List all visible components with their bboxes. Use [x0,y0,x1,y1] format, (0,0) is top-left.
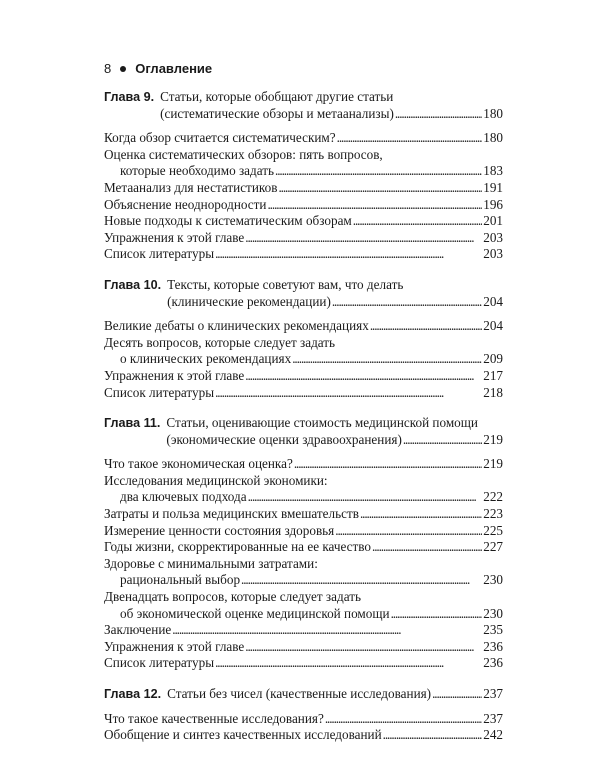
dot-leader [278,180,482,197]
toc-entry-line [104,147,503,164]
toc-entry-text: которые необходимо задать [120,163,275,179]
dot-leader [337,130,483,147]
dot-leader [292,351,482,368]
chapter-label: Глава 9. [104,90,155,104]
toc-entry-page: 242 [483,727,503,743]
toc-entry-line [104,213,503,230]
toc-entry-line [104,655,503,672]
toc-entry-line [104,489,503,506]
chapter-block [104,686,503,744]
toc-entry [104,473,503,506]
dot-leader [245,230,482,247]
dot-leader [383,727,483,744]
dot-leader [267,197,482,214]
toc-entry-line [104,351,503,368]
toc-entry-page: 235 [483,622,503,638]
dot-leader [432,686,482,703]
chapter-heading [104,415,503,448]
toc-entry [104,246,503,263]
toc-entry [104,639,503,656]
toc-entry [104,318,503,335]
toc-entry-page: 203 [483,246,503,262]
table-of-contents [104,89,503,758]
toc-entry-line [104,456,503,473]
dot-leader [360,506,482,523]
toc-entry-page: 236 [483,638,503,654]
toc-entry-line [104,506,503,523]
toc-entry [104,622,503,639]
toc-entry-line [104,385,503,402]
toc-entry-text: об экономической оценке медицинской помощи [120,605,390,621]
dot-leader [248,489,483,506]
toc-entry-text: Здоровье с минимальными затратами: [104,555,318,571]
page-number: 8 [104,61,112,76]
chapter-block [104,415,503,672]
toc-entry-line [104,130,503,147]
toc-entry-text: Обобщение и синтез качественных исследований [104,727,382,743]
toc-entry-line [104,606,503,623]
toc-entry-text: Список литературы [104,384,215,400]
toc-entry-text: Оценка систематических обзоров: пять вопросов, [104,146,383,162]
toc-entry-page: 227 [483,539,503,555]
chapter-title [167,686,503,703]
toc-entry [104,180,503,197]
toc-entry-text: два ключевых подхода [120,489,247,505]
toc-entry [104,556,503,589]
toc-entry-page: 196 [483,196,503,212]
running-header [104,61,212,76]
toc-entry-text: Затраты и польза медицинских вмешательств [104,506,359,522]
dot-leader [325,711,482,728]
toc-entry-page: 180 [483,130,503,146]
toc-entry-text: Десять вопросов, которые следует задать [104,334,336,350]
toc-entry-text: Двенадцать вопросов, которые следует задать [104,589,361,605]
chapter-label: Глава 10. [104,277,162,292]
toc-entry-text: Измерение ценности состояния здоровья [104,522,335,538]
toc-entry [104,456,503,473]
chapter-title-page: 219 [483,431,503,447]
toc-entry-text: о клинических рекомендациях [120,351,292,367]
dot-leader [353,213,482,230]
toc-entry-text: Упражнения к этой главе [104,367,245,383]
toc-entry-text: Годы жизни, скорректированные на ее качество [104,539,372,555]
toc-entry-page: 209 [483,351,503,367]
toc-entry-page: 230 [483,572,503,588]
toc-entry-text: Список литературы [104,246,215,262]
toc-entry-line [104,318,503,335]
toc-entry-text: Заключение [104,622,172,638]
toc-entry-line [104,589,503,606]
chapter-title [167,277,503,310]
toc-entry [104,655,503,672]
dot-leader [241,572,482,589]
toc-entry-text: Когда обзор считается систематическим? [104,130,336,146]
toc-entry-text: Упражнения к этой главе [104,638,245,654]
toc-entry-page: 236 [483,655,503,671]
dot-leader [172,622,482,639]
toc-entry [104,335,503,368]
chapter-title-page: 237 [483,686,503,701]
dot-leader [395,106,482,123]
toc-entry-text: Объяснение неоднородности [104,196,267,212]
chapter-title-line [167,686,503,703]
toc-entry-page: 203 [483,229,503,245]
toc-entry-line [104,230,503,247]
chapter-heading [104,277,503,310]
chapter-title-line [166,432,503,449]
toc-entry-text: Упражнения к этой главе [104,229,245,245]
toc-entry [104,506,503,523]
toc-entry-text: Великие дебаты о клинических рекомендациях [104,318,369,334]
toc-entry [104,230,503,247]
toc-entry-line [104,246,503,263]
chapter-block [104,277,503,401]
toc-entry-line [104,711,503,728]
toc-entry-page: 204 [483,318,503,334]
chapter-title-text: (экономические оценки здравоохранения) [166,431,402,447]
toc-entry-line [104,473,503,490]
toc-entry [104,147,503,180]
chapter-title-line [167,277,503,294]
toc-entry-line [104,539,503,556]
toc-entry-text: Что такое качественные исследования? [104,710,324,726]
toc-entry-line [104,727,503,744]
toc-entry [104,130,503,147]
toc-entry [104,539,503,556]
toc-entry-text: Список литературы [104,655,215,671]
toc-entry-page: 223 [483,506,503,522]
chapter-title-text: Тексты, которые советуют вам, что делать [167,276,404,292]
chapter-title-page: 180 [483,105,503,121]
toc-entry-page: 230 [483,605,503,621]
dot-leader [215,655,482,672]
chapter-title-text: (клинические рекомендации) [167,293,331,309]
toc-entry-line [104,523,503,540]
toc-entry-page: 219 [483,456,503,472]
toc-entry-page: 237 [483,710,503,726]
dot-leader [245,639,482,656]
toc-entry-page: 217 [483,367,503,383]
chapter-title-text: Статьи, которые обобщают другие статьи [160,89,394,104]
toc-entry [104,589,503,622]
toc-entry-line [104,335,503,352]
dot-leader [335,523,482,540]
chapter-title-line [160,89,503,106]
dot-leader [275,163,482,180]
toc-entry [104,368,503,385]
chapter-label: Глава 12. [104,687,162,701]
dot-leader [215,246,482,263]
toc-entry [104,523,503,540]
toc-entry-line [104,180,503,197]
toc-entry-page: 222 [483,489,503,505]
chapter-title-text: Статьи, оценивающие стоимость медицинской помощи [166,415,478,431]
dot-leader [332,294,482,311]
toc-entry [104,727,503,744]
dot-leader [215,385,482,402]
toc-entry-text: рациональный выбор [120,572,241,588]
dot-leader [294,456,482,473]
chapter-title [166,415,503,448]
bullet-icon [120,66,126,72]
dot-leader [370,318,482,335]
toc-entry-line [104,368,503,385]
toc-entry-text: Что такое экономическая оценка? [104,456,293,472]
toc-entry-line [104,163,503,180]
dot-leader [372,539,482,556]
toc-entry-line [104,197,503,214]
dot-leader [403,432,482,449]
chapter-title-line [160,106,503,123]
toc-entry [104,385,503,402]
toc-entry-text: Новые подходы к систематическим обзорам [104,213,352,229]
running-title: Оглавление [135,61,213,76]
dot-leader [391,606,483,623]
toc-entry [104,213,503,230]
chapter-label: Глава 11. [104,416,161,431]
dot-leader [245,368,482,385]
toc-entry-line [104,639,503,656]
toc-entry-page: 225 [483,522,503,538]
toc-entry-text: Метаанализ для нестатистиков [104,179,278,195]
toc-entry-page: 191 [483,179,503,195]
toc-entry-text: Исследования медицинской экономики: [104,472,328,488]
chapter-heading [104,686,503,703]
toc-entry-line [104,622,503,639]
chapter-block [104,89,503,263]
chapter-title-text: (систематические обзоры и метаанализы) [160,105,394,121]
toc-entry-page: 201 [483,213,503,229]
toc-entry-line [104,572,503,589]
chapter-title-page: 204 [483,293,503,309]
chapter-title-line [166,415,503,432]
toc-entry [104,711,503,728]
chapter-title-line [167,294,503,311]
toc-entry-line [104,556,503,573]
chapter-title-text: Статьи без чисел (качественные исследования) [167,686,432,701]
chapter-heading [104,89,503,122]
toc-entry-page: 183 [483,163,503,179]
toc-entry [104,197,503,214]
chapter-title [160,89,503,122]
toc-entry-page: 218 [483,384,503,400]
